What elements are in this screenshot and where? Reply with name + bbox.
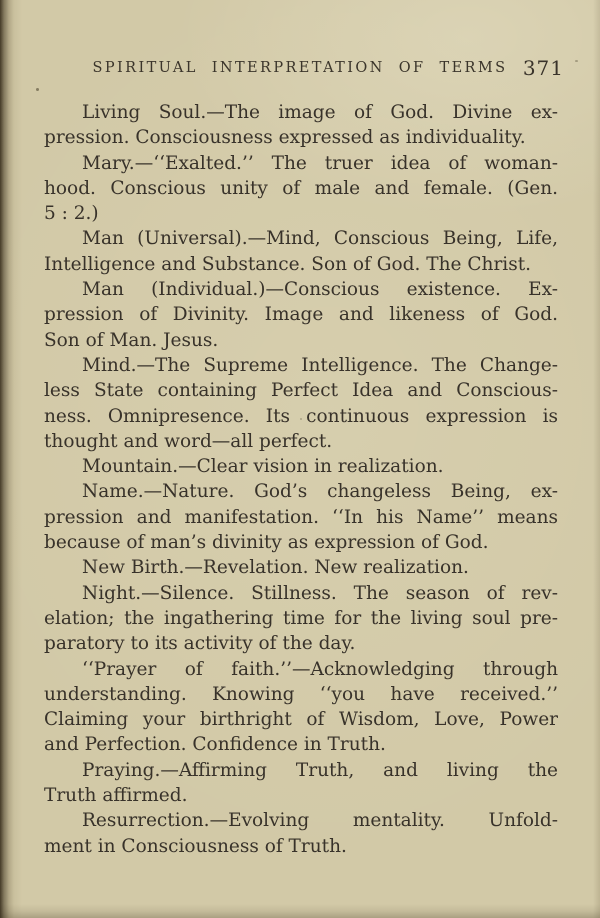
paragraph xyxy=(44,454,558,479)
text-line: pression. Consciousness expressed as individuality. xyxy=(44,127,526,149)
text-line: Resurrection.—Evolving mentality. Unfold- xyxy=(82,810,558,832)
text-line: Praying.—Affirming Truth, and living the xyxy=(82,759,558,781)
text-line: New Birth.—Revelation. New realization. xyxy=(82,557,469,579)
text-line: thought and word—all perfect. xyxy=(44,430,333,452)
paragraph xyxy=(44,657,558,758)
text-line: ‘‘Prayer of faith.’’—Acknowledging through xyxy=(82,658,558,680)
paragraph xyxy=(44,479,558,555)
paragraph xyxy=(44,226,558,277)
text-line: 5 : 2.) xyxy=(44,203,99,225)
text-line: Mountain.—Clear vision in realization. xyxy=(82,456,444,478)
text-column xyxy=(44,100,558,859)
text-line: and Perfection. Confidence in Truth. xyxy=(44,734,386,756)
text-line: Truth affirmed. xyxy=(44,785,188,807)
paragraph xyxy=(44,758,558,809)
paragraph xyxy=(44,353,558,454)
text-line: understanding. Knowing ‘‘you have received.’’ xyxy=(44,683,558,705)
paragraph xyxy=(44,808,558,859)
paragraph xyxy=(44,277,558,353)
text-line: Mary.—‘‘Exalted.’’ The truer idea of woman- xyxy=(82,152,558,174)
text-line: Intelligence and Substance. Son of God. The Christ. xyxy=(44,253,532,275)
page-number: 371 xyxy=(522,56,564,80)
running-head-title: SPIRITUAL INTERPRETATION OF TERMS xyxy=(92,60,508,76)
text-line: Mind.—The Supreme Intelligence. The Change- xyxy=(82,354,558,376)
text-line: Claiming your birthright of Wisdom, Love, Power xyxy=(44,709,558,731)
text-line: ment in Consciousness of Truth. xyxy=(44,835,347,857)
text-line: Man (Universal).—Mind, Conscious Being, Life, xyxy=(82,228,558,250)
paper-speck xyxy=(575,60,578,62)
paragraph xyxy=(44,581,558,657)
text-line: less State containing Perfect Idea and Conscious- xyxy=(44,380,558,402)
text-line: Living Soul.—The image of God. Divine ex- xyxy=(82,102,558,123)
text-line: elation; the ingathering time for the living soul pre- xyxy=(44,607,558,629)
paper-speck xyxy=(300,418,302,420)
text-line: pression of Divinity. Image and likeness of God. xyxy=(44,304,558,326)
text-line: because of man’s divinity as expression of God. xyxy=(44,532,489,554)
paragraph xyxy=(44,151,558,227)
paragraph xyxy=(44,555,558,580)
paragraph xyxy=(44,100,558,151)
text-line: hood. Conscious unity of male and female. (Gen. xyxy=(44,177,558,199)
text-line: Son of Man. Jesus. xyxy=(44,329,219,351)
text-line: Name.—Nature. God’s changeless Being, ex- xyxy=(82,481,558,503)
text-line: paratory to its activity of the day. xyxy=(44,633,356,655)
text-line: ness. Omnipresence. Its continuous expression is xyxy=(44,405,558,427)
text-line: Night.—Silence. Stillness. The season of rev- xyxy=(82,582,558,604)
text-line: pression and manifestation. ‘‘In his Name’’ means xyxy=(44,506,558,528)
paper-speck xyxy=(36,88,39,91)
text-line: Man (Individual.)—Conscious existence. Ex- xyxy=(82,279,558,301)
